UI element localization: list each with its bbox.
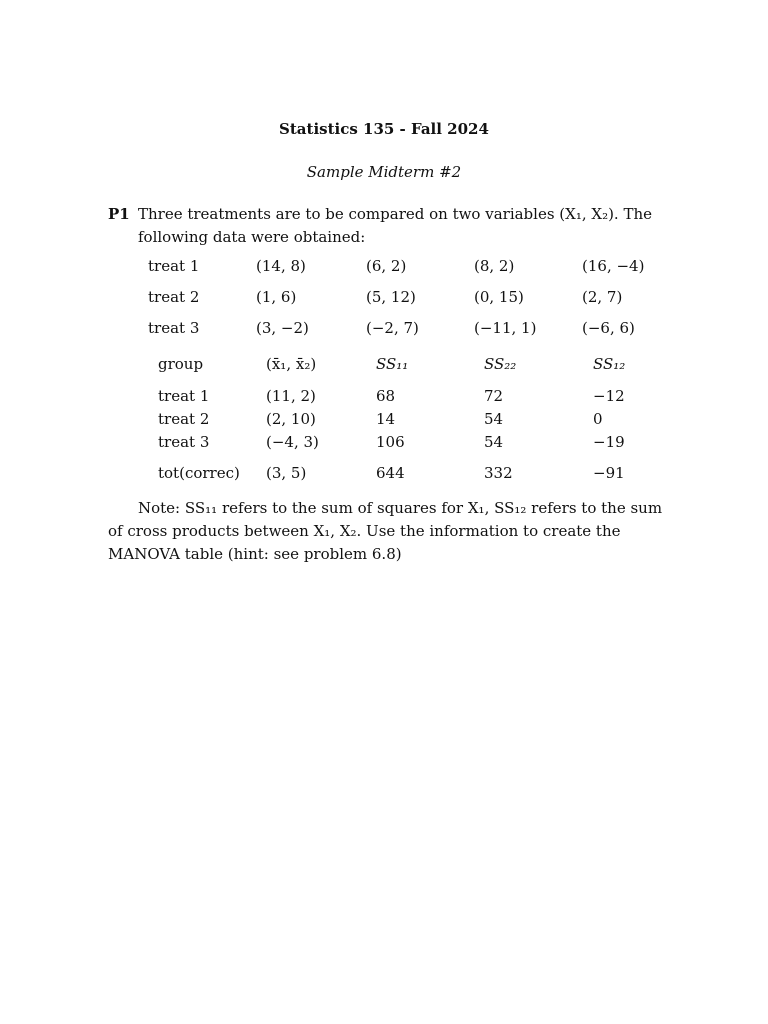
observation-cell: (0, 15) <box>474 288 524 306</box>
observation-cell: (3, −2) <box>256 319 309 337</box>
problem-text: Three treatments are to be compared on two variables (X₁, X₂). The following data were obtained: <box>138 205 653 246</box>
observation-cell: (2, 7) <box>582 288 623 306</box>
cell-means: (−4, 3) <box>266 433 319 451</box>
table-row <box>148 288 668 319</box>
cell-ss22: 54 <box>484 433 504 451</box>
table-row <box>158 387 658 410</box>
cell-ss11: 14 <box>376 410 396 428</box>
observation-cell: (5, 12) <box>366 288 416 306</box>
cell-ss11: 644 <box>376 464 405 482</box>
cell-ss11: 106 <box>376 433 405 451</box>
row-label: treat 1 <box>158 387 210 405</box>
cell-ss12: −12 <box>593 387 625 405</box>
table-row <box>148 257 668 288</box>
problem-label: P1 <box>108 205 130 223</box>
observation-cell: (−11, 1) <box>474 319 537 337</box>
table-row <box>148 319 668 350</box>
table-spacer <box>158 456 658 464</box>
cell-means: (2, 10) <box>266 410 316 428</box>
observation-cell: (14, 8) <box>256 257 306 275</box>
row-label: treat 2 <box>158 410 210 428</box>
cell-means: (3, 5) <box>266 464 307 482</box>
observation-cell: (1, 6) <box>256 288 297 306</box>
cell-ss11: 68 <box>376 387 396 405</box>
observation-cell: (8, 2) <box>474 257 515 275</box>
document-title: Statistics 135 - Fall 2024 <box>279 120 489 138</box>
cell-ss22: 332 <box>484 464 513 482</box>
row-label: treat 1 <box>148 257 200 275</box>
observation-cell: (16, −4) <box>582 257 645 275</box>
table-header-row <box>158 355 658 387</box>
row-label: tot(correc) <box>158 464 240 482</box>
cell-ss12: −19 <box>593 433 625 451</box>
table-row <box>158 410 658 433</box>
row-label: treat 2 <box>148 288 200 306</box>
summary-table <box>158 355 658 487</box>
cell-ss12: 0 <box>593 410 603 428</box>
document-subtitle: Sample Midterm #2 <box>306 163 462 181</box>
row-label: treat 3 <box>158 433 210 451</box>
observation-cell: (−2, 7) <box>366 319 419 337</box>
header-means: (x̄₁, x̄₂) <box>266 355 317 373</box>
row-label: treat 3 <box>148 319 200 337</box>
header-ss11: SS₁₁ <box>376 355 409 373</box>
observation-cell: (6, 2) <box>366 257 407 275</box>
cell-ss22: 54 <box>484 410 504 428</box>
note-paragraph: Note: SS₁₁ refers to the sum of squares for X₁, SS₁₂ refers to the sum of cross products between X₁, X₂. Use the information to create the MANOVA table (hint: see problem 6.8) <box>108 499 663 563</box>
problem-p1 <box>108 203 664 249</box>
header-ss22: SS₂₂ <box>484 355 517 373</box>
cell-ss22: 72 <box>484 387 504 405</box>
table-total-row <box>158 464 658 487</box>
observations-table <box>148 257 668 350</box>
observation-cell: (−6, 6) <box>582 319 635 337</box>
header-group: group <box>158 355 204 373</box>
header-ss12: SS₁₂ <box>593 355 626 373</box>
table-row <box>158 433 658 456</box>
cell-means: (11, 2) <box>266 387 316 405</box>
cell-ss12: −91 <box>593 464 625 482</box>
